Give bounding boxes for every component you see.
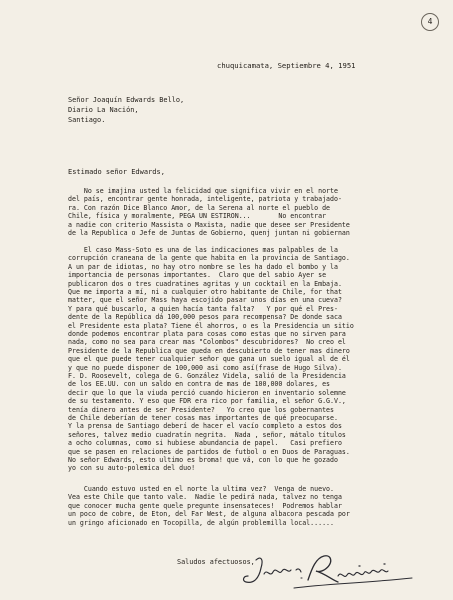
paragraph-line: que se pasen en relaciones de partidos de futbol o en Duos de Paraguas. [68,447,350,456]
closing: Saludos afectuosos, [177,558,255,566]
paragraph-line: señores, talvez medio cuadratín negrita. Nada , señor, mátalo títulos [68,430,346,439]
paragraph-line: matter, que el señor Mass haya escojido pasar unos días en una cueva? [68,296,342,305]
salutation: Estimado señor Edwards, [68,168,165,176]
paragraph-line: que el que puede tener cualquier señor que gana un suelo igual al de él [68,355,350,364]
paragraph-line: No se imajina usted la felicidad que significa vivir en el norte [68,187,338,195]
paragraph-line: decir que lo que la viuda perció cuando hicieron en inventario solemne [68,388,346,397]
paragraph-line: Y para qué buscarlo, a quien hacía tanta falta? Y por qué el Pres- [68,304,338,313]
address-line-newspaper: Diario La Nación, [68,106,139,114]
paragraph-line: de los EE.UU. con un saldo en contra de mas de 100,000 dolares, es [68,380,331,389]
paragraph-line: corrupción craneana de la gente que habita en la provincia de Santiago. [68,254,350,263]
address-line-city: Santiago. [68,116,106,124]
paragraph-line: y que no puede disponer de 100,000 asi como así(frase de Hugo Silva). [68,363,342,372]
paragraph-line: a ocho columnas, como si hubiese abundancia de papel. Casi prefiero [68,439,342,448]
paragraph-line: nada, como no sea para crear mas "Colombos" descubridores? No creo el [68,338,346,347]
paragraph-3 [68,485,350,544]
paragraph-line: A un par de idiotas, no hay otro nombre se les ha dado el bombo y la [68,262,338,271]
paragraph-line: un gringo aficionado en Tocopilla, de algún problemilla local...... [68,518,334,527]
paragraph-line: El caso Mass-Soto es una de las indicaciones mas palpables de la [68,246,338,254]
paragraph-line: importancia de personas importantes. Claro que del sabio Ayer se [68,271,327,280]
paragraph-line: donde podemos encontrar plata para cosas como estas que no sirven para [68,330,346,338]
paragraph-line: Vea este Chile que tanto vale. Nadie le pedirá nada, talvez no tenga [68,493,342,502]
paragraph-line: tenía dinero antes de ser Presidente? Yo creo que los gobernantes [68,405,334,414]
paragraph-line: del país, encontrar gente honrada, inteligente, patriota y trabajado- [68,195,342,204]
paragraph-line: el Presidente esta plata? Tiene él ahorros, o es la Presidencia un sitio [68,321,354,330]
paragraph-line: Y la prensa de Santiago deberí de hacer el vacío completo a estos dos [68,422,342,431]
signature [234,548,424,594]
paragraph-line: Presidente de la Republica que queda en descubierto de tener mas dinero [68,346,350,355]
paragraph-line: que conocer mucha gente quele pregunte insensateces! Podremos hablar [68,501,342,510]
paragraph-line: un poco de cobre, de Eton, del Far West, de alguna albacora pescada por [68,510,350,519]
dateline: chuquicamata, Septiembre 4, 1951 [217,61,356,70]
address-line-name: Señor Joaquín Edwards Bello, [68,96,185,104]
paragraph-line: yo con su auto-polemica del duo! [68,464,196,473]
paragraph-line: de la Republica o Jefe de Juntas de Gobierno, quenj juntan ni gobiernan [68,229,350,237]
paragraph-line: publicaron dos o tres cuadratines agritas y un cocktail en la Embaja. [68,279,342,288]
paragraph-line: dente de la República dá 100,000 pesos para recompensa? De donde saca [68,313,342,322]
paragraph-line: Que me importa a mí, ni a cualquier otro habitante de Chile, for that [68,288,342,296]
paragraph-line: ra. Con razón Dice Blanco Amor, de la Serena al norte el pueblo de [68,203,331,212]
paragraph-line: a nadie con criterio Massista o Maxista, nadie que desee ser Presidente [68,220,350,229]
paragraph-line: Cuando estuvo usted en el norte la ultima vez? Venga de nuevo. [68,485,334,493]
paragraph-line: No señor Edwards, esto ultimo es broma! que vá, con lo que he gozado [68,456,338,464]
paragraph-line: F. D. Roosevelt, colega de G. González Videla, salió de la Presidencia [68,372,346,380]
paragraph-line: Chile, física y moralmente, PEGA UN ESTIRON... No encontrar [68,212,327,221]
paragraph-line: de su testamento. Y eso que FDR era rico por familia, el señor G.G.V., [68,397,346,406]
paragraph-line: de Chile deberían de tener cosas mas importantes de qué preocuparse. [68,414,338,422]
page-number: 4 [421,13,439,31]
